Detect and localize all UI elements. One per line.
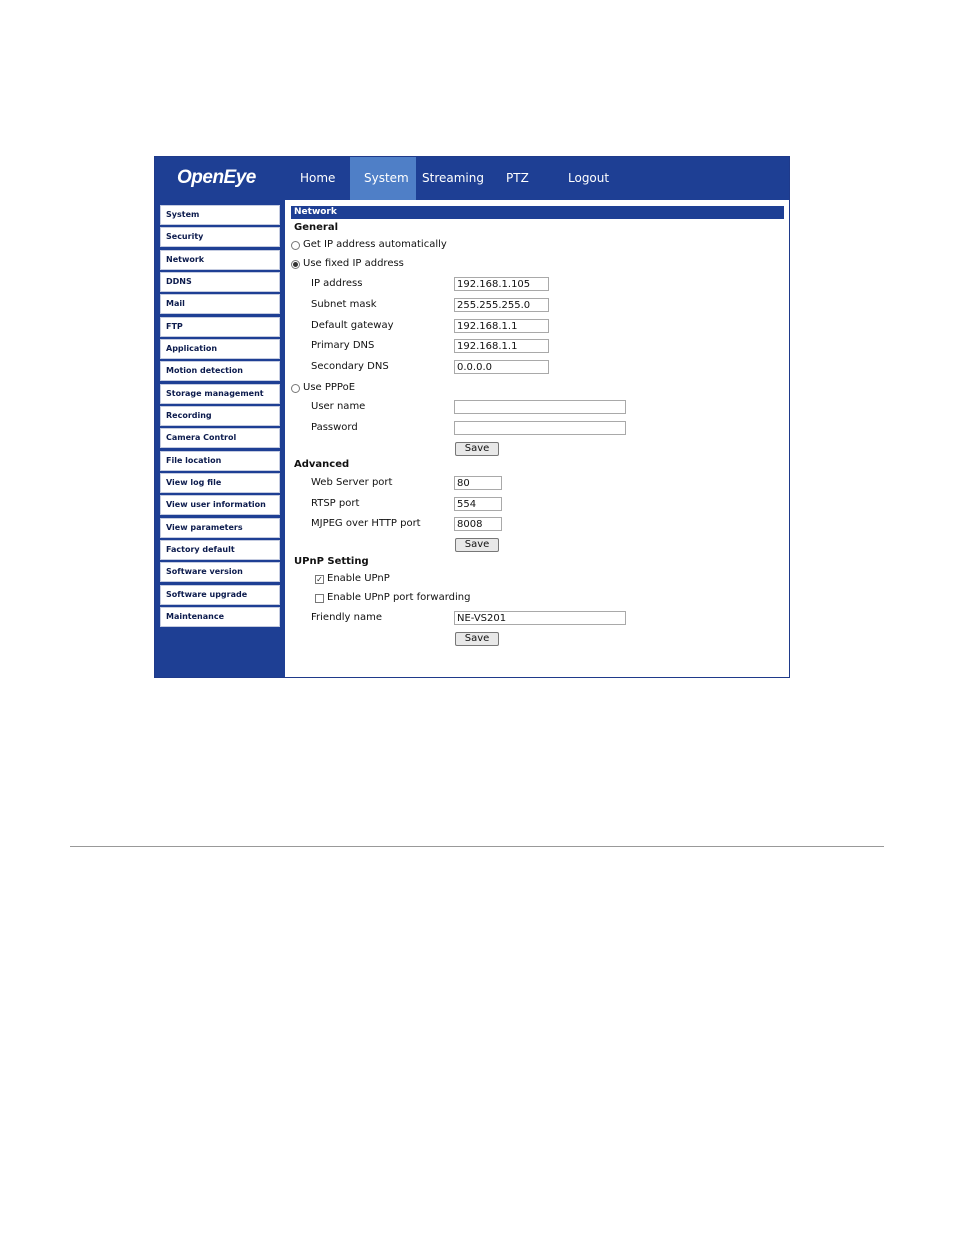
upnp-port-forwarding-label: Enable UPnP port forwarding [327,592,471,603]
main-nav [286,157,624,200]
sidebar-item-camera-control[interactable]: Camera Control [160,428,280,448]
sidebar-item-factory-default[interactable]: Factory default [160,540,280,560]
fixed-ip-label: Use fixed IP address [303,258,404,269]
advanced-heading: Advanced [294,459,350,470]
openeye-logo: OpenEye [177,167,256,188]
pppoe-label: Use PPPoE [303,382,356,393]
rtsp-port-label: RTSP port [311,498,360,509]
network-settings-panel [286,200,789,677]
sidebar-item-storage-management[interactable]: Storage management [160,384,280,404]
web-admin-window [154,156,790,678]
enable-upnp-label: Enable UPnP [327,573,390,584]
tab-home[interactable]: Home [300,171,336,185]
ip-address-input[interactable] [454,277,549,291]
upnp-port-forwarding-checkbox[interactable] [315,594,324,603]
primary-dns-input[interactable] [454,339,549,353]
password-label: Password [311,422,358,433]
sidebar-item-software-upgrade[interactable]: Software upgrade [160,585,280,605]
secondary-dns-input[interactable] [454,360,549,374]
friendly-name-label: Friendly name [311,612,382,623]
tab-logout[interactable]: Logout [568,171,610,185]
rtsp-port-input[interactable] [454,497,502,511]
username-label: User name [311,401,366,412]
section-title: Network [291,206,784,219]
mjpeg-port-label: MJPEG over HTTP port [311,518,421,529]
secondary-dns-label: Secondary DNS [311,361,389,372]
sidebar [155,200,285,677]
sidebar-item-ddns[interactable]: DDNS [160,272,280,292]
upnp-save-button[interactable]: Save [455,632,499,646]
sidebar-item-software-version[interactable]: Software version [160,562,280,582]
sidebar-item-file-location[interactable]: File location [160,451,280,471]
sidebar-item-view-log-file[interactable]: View log file [160,473,280,493]
subnet-mask-label: Subnet mask [311,299,377,310]
top-navigation-bar [155,157,789,200]
mjpeg-port-input[interactable] [454,517,502,531]
sidebar-item-application[interactable]: Application [160,339,280,359]
default-gateway-label: Default gateway [311,320,394,331]
upnp-heading: UPnP Setting [294,556,369,567]
general-save-button[interactable]: Save [455,442,499,456]
web-server-port-input[interactable] [454,476,502,490]
advanced-save-button[interactable]: Save [455,538,499,552]
auto-ip-radio[interactable] [291,241,300,250]
sidebar-item-view-user-information[interactable]: View user information [160,495,280,515]
web-server-port-label: Web Server port [311,477,393,488]
sidebar-item-ftp[interactable]: FTP [160,317,280,337]
default-gateway-input[interactable] [454,319,549,333]
pppoe-radio[interactable] [291,384,300,393]
sidebar-item-system[interactable]: System [160,205,280,225]
fixed-ip-radio[interactable] [291,260,300,269]
page-divider [70,846,884,847]
password-input[interactable] [454,421,626,435]
tab-ptz[interactable]: PTZ [506,171,529,185]
sidebar-item-maintenance[interactable]: Maintenance [160,607,280,627]
subnet-mask-input[interactable] [454,298,549,312]
sidebar-item-view-parameters[interactable]: View parameters [160,518,280,538]
primary-dns-label: Primary DNS [311,340,375,351]
sidebar-item-motion-detection[interactable]: Motion detection [160,361,280,381]
general-heading: General [294,222,338,233]
friendly-name-input[interactable] [454,611,626,625]
tab-streaming[interactable]: Streaming [422,171,484,185]
sidebar-item-mail[interactable]: Mail [160,294,280,314]
auto-ip-label: Get IP address automatically [303,239,447,250]
sidebar-item-network[interactable]: Network [160,250,280,270]
sidebar-item-recording[interactable]: Recording [160,406,280,426]
sidebar-item-security[interactable]: Security [160,227,280,247]
ip-address-label: IP address [311,278,363,289]
username-input[interactable] [454,400,626,414]
tab-system[interactable]: System [350,157,416,200]
enable-upnp-checkbox[interactable]: ✓ [316,575,323,584]
